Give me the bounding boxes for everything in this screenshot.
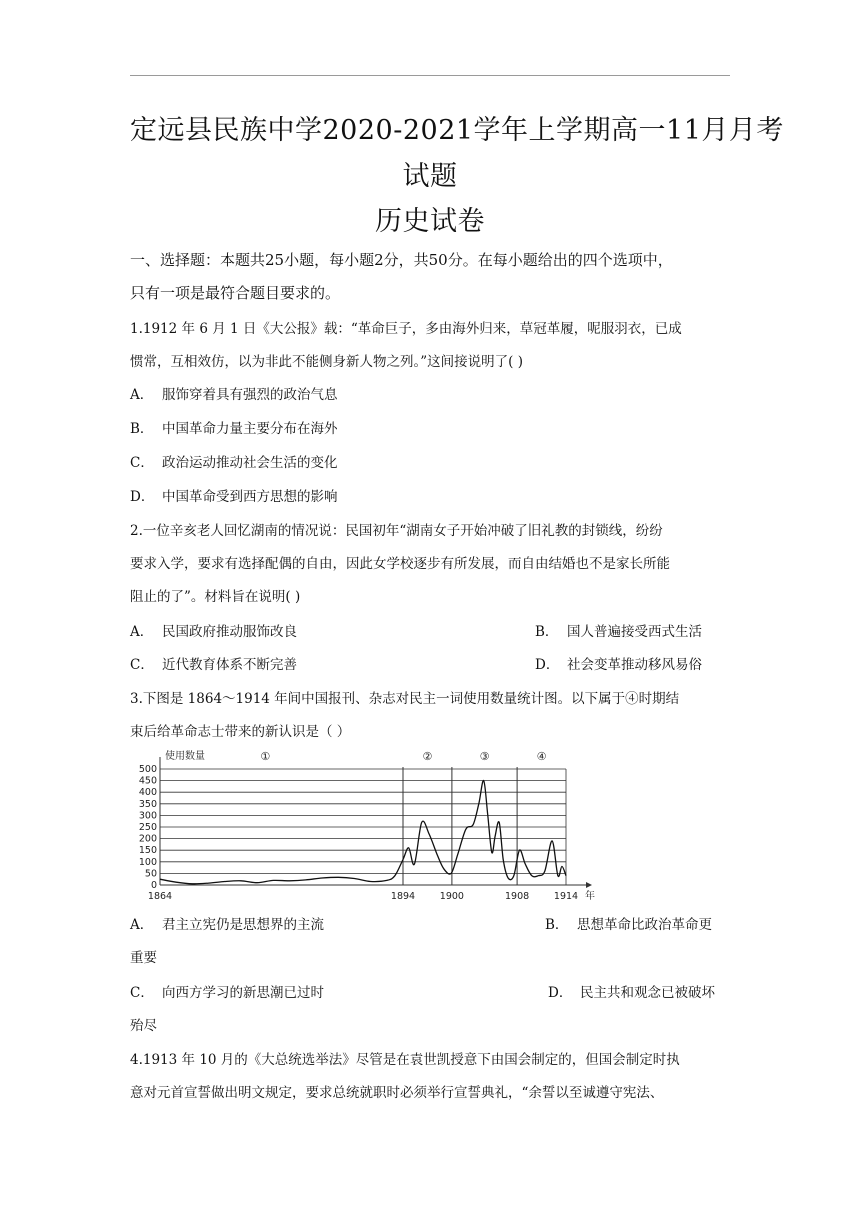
period-marker: ③ — [479, 750, 490, 763]
period-marker: ① — [260, 750, 271, 763]
y-tick-label: 500 — [138, 764, 157, 775]
header-rule — [130, 75, 730, 76]
y-tick-label: 100 — [138, 856, 157, 868]
y-axis-label: 使用数量 — [165, 751, 205, 762]
q1-option-b[interactable] — [130, 417, 338, 437]
option-text: 思想革命比政治革命更 — [577, 917, 712, 933]
q2-stem-line1: 2.一位辛亥老人回忆湖南的情况说：民国初年“湖南女子开始冲破了旧礼教的封锁线，纷纷 — [130, 523, 663, 539]
option-letter: B． — [130, 421, 154, 437]
option-text: 民国政府推动服饰改良 — [162, 624, 297, 640]
option-letter: A． — [130, 387, 154, 403]
option-letter: C． — [130, 657, 154, 673]
option-letter: B． — [545, 917, 569, 933]
y-tick-label: 250 — [138, 822, 157, 833]
y-tick-label: 0 — [150, 880, 157, 891]
q3-option-d[interactable] — [548, 981, 715, 1001]
option-text: 向西方学习的新思潮已过时 — [162, 985, 324, 1001]
y-tick-label: 450 — [138, 775, 157, 787]
q3-option-d-continued — [130, 1014, 157, 1034]
q2-option-c[interactable] — [130, 653, 297, 673]
y-tick-label: 300 — [138, 810, 157, 822]
exam-title-line2: 试题 — [402, 161, 458, 192]
q1-option-d[interactable] — [130, 485, 338, 505]
q1-stem-line1: 1.1912 年 6 月 1 日《大公报》载：“革命巨子，多由海外归来，草冠革履，呢服羽衣，已成 — [130, 321, 682, 337]
q3-option-b[interactable] — [545, 913, 712, 933]
q1-option-a[interactable] — [130, 383, 338, 403]
q2-stem-line3: 阻止的了”。材料旨在说明( ) — [130, 589, 301, 605]
democracy-usage-chart — [130, 745, 620, 909]
q2-stem-line2: 要求入学，要求有选择配偶的自由，因此女学校逐步有所发展，而自由结婚也不是家长所能 — [130, 556, 670, 572]
option-text: 重要 — [130, 950, 157, 966]
series-line — [160, 780, 566, 883]
q1-option-c[interactable] — [130, 451, 338, 471]
option-letter: A． — [130, 624, 154, 640]
chart-svg — [130, 745, 620, 905]
option-text: 政治运动推动社会生活的变化 — [162, 455, 338, 471]
option-text: 服饰穿着具有强烈的政治气息 — [162, 387, 338, 403]
x-tick-label: 1864 — [147, 891, 173, 902]
option-text: 民主共和观念已被破坏 — [580, 985, 715, 1001]
option-text: 近代教育体系不断完善 — [162, 657, 297, 673]
q2-option-b[interactable] — [535, 620, 702, 640]
section-instructions-line2: 只有一项是最符合题目要求的。 — [130, 284, 341, 302]
x-tick-label: 1914 — [553, 891, 579, 902]
q4-stem-line1: 4.1913 年 10 月的《大总统选举法》尽管是在袁世凯授意下由国会制定的，但国会制定时执 — [130, 1052, 680, 1068]
q3-option-b-continued — [130, 946, 157, 966]
exam-title-line1: 定远县民族中学2020-2021学年上学期高一11月月考 — [130, 115, 784, 146]
option-letter: C． — [130, 455, 154, 471]
x-tick-label: 1908 — [505, 891, 530, 902]
q3-option-a[interactable] — [130, 913, 324, 933]
option-letter: C． — [130, 985, 154, 1001]
option-letter: A． — [130, 917, 154, 933]
q1-stem-line2: 惯常，互相效仿，以为非此不能侧身新人物之列。”这间接说明了( ) — [130, 354, 523, 370]
q3-stem-line2: 束后给革命志士带来的新认识是（ ） — [130, 724, 351, 740]
exam-subtitle: 历史试卷 — [375, 206, 485, 237]
x-axis-label: 年 — [585, 891, 595, 902]
option-text: 国人普遍接受西式生活 — [567, 624, 702, 640]
q2-option-a[interactable] — [130, 620, 297, 640]
option-text: 君主立宪仍是思想界的主流 — [162, 917, 324, 933]
option-text: 中国革命受到西方思想的影响 — [162, 489, 338, 505]
y-tick-label: 400 — [138, 787, 157, 799]
q3-option-c[interactable] — [130, 981, 324, 1001]
option-letter: D． — [535, 657, 560, 673]
x-axis-arrow — [586, 882, 592, 888]
y-tick-label: 50 — [144, 868, 157, 880]
x-tick-label: 1894 — [390, 891, 416, 902]
option-text: 中国革命力量主要分布在海外 — [162, 421, 338, 437]
option-text: 殆尽 — [130, 1018, 157, 1034]
option-letter: D． — [548, 985, 573, 1001]
q2-option-d[interactable] — [535, 653, 702, 673]
section-instructions-line1: 一、选择题：本题共25小题，每小题2分，共50分。在每小题给出的四个选项中， — [130, 251, 673, 269]
q4-stem-line2: 意对元首宣誓做出明文规定，要求总统就职时必须举行宣誓典礼，“余誓以至诚遵守宪法、 — [130, 1085, 664, 1101]
option-text: 社会变革推动移风易俗 — [567, 657, 702, 673]
q3-stem-line1: 3.下图是 1864～1914 年间中国报刊、杂志对民主一词使用数量统计图。以下属于④时期结 — [130, 691, 680, 707]
period-marker: ④ — [536, 750, 547, 763]
x-tick-label: 1900 — [439, 891, 464, 902]
y-tick-label: 150 — [138, 845, 157, 857]
y-tick-label: 200 — [138, 833, 157, 845]
option-letter: D． — [130, 489, 155, 505]
y-tick-label: 350 — [138, 798, 157, 810]
period-marker: ② — [422, 750, 433, 763]
option-letter: B． — [535, 624, 559, 640]
